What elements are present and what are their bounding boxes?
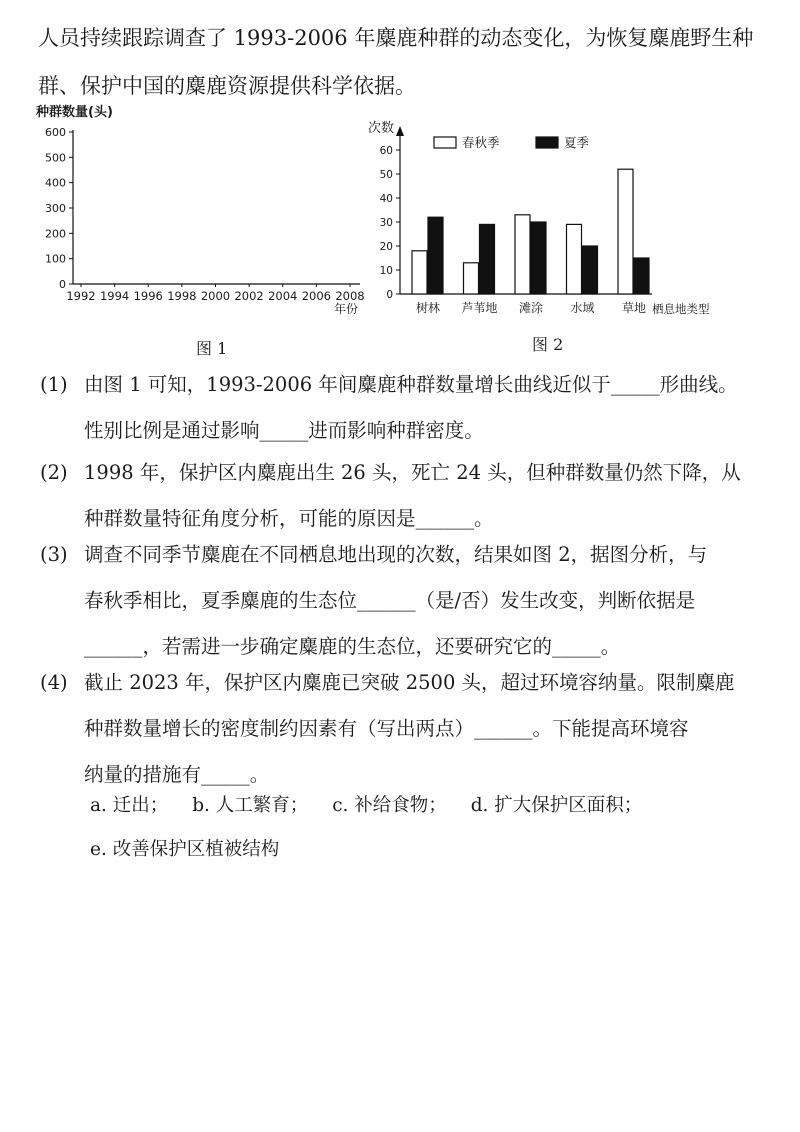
options-row-1 — [90, 784, 660, 828]
question-2-line-1: 1998 年，保护区内麋鹿出生 26 头，死亡 24 头，但种群数量仍然下降，从 — [84, 461, 741, 484]
fig2-bar-summer — [480, 224, 495, 294]
fig2-ytick-label: 20 — [379, 241, 393, 253]
fig2-ytick-label: 0 — [386, 289, 393, 301]
fig2-bar-summer — [634, 258, 649, 294]
question-4-line-2: 种群数量增长的密度制约因素有（写出两点）______。下能提高环境容 — [84, 717, 689, 740]
fig2-ytick-label: 40 — [379, 193, 393, 205]
fig2-bar-spring-autumn — [567, 224, 582, 294]
fig2-bar-spring-autumn — [515, 215, 530, 294]
question-4 — [40, 660, 770, 798]
answer-options — [90, 784, 660, 872]
question-3-line-3: ______，若需进一步确定麋鹿的生态位，还要研究它的_____。 — [84, 635, 621, 658]
option-d: d. 扩大保护区面积； — [470, 795, 643, 816]
question-2-number: (2) — [40, 461, 68, 484]
fig1-xtick-label: 2006 — [301, 289, 332, 303]
question-2-line-2: 种群数量特征角度分析，可能的原因是______。 — [84, 507, 494, 530]
fig2-legend-label: 夏季 — [564, 135, 590, 150]
question-3 — [40, 532, 770, 670]
fig1-xtick-label: 1994 — [99, 289, 130, 303]
fig2-bar-spring-autumn — [464, 263, 479, 294]
options-row-2 — [90, 828, 660, 872]
fig1-ylabel: 种群数量(头) — [36, 105, 113, 120]
intro-paragraph — [38, 14, 778, 110]
fig2-ytick-label: 10 — [379, 265, 393, 277]
intro-line-2: 群、保护中国的麋鹿资源提供科学依据。 — [38, 74, 416, 98]
fig2-category-label: 树林 — [415, 301, 441, 315]
figure-2-caption: 图 2 — [532, 335, 564, 354]
fig2-y-axis-arrow — [396, 126, 404, 136]
fig2-legend-swatch — [536, 137, 558, 148]
fig2-bar-summer — [583, 246, 598, 294]
fig2-ytick-label: 30 — [379, 217, 393, 229]
fig1-ytick-label: 0 — [59, 278, 66, 291]
fig2-ylabel: 次数 — [368, 121, 395, 136]
fig1-ytick-label: 600 — [45, 126, 66, 139]
question-1-line-1: 由图 1 可知，1993-2006 年间麋鹿种群数量增长曲线近似于_____形曲线。 — [84, 373, 738, 396]
fig1-xtick-label: 2002 — [234, 289, 264, 303]
fig2-xlabel: 栖息地类型 — [652, 302, 710, 316]
option-e: e. 改善保护区植被结构 — [90, 839, 280, 860]
fig2-legend-label: 春秋季 — [462, 135, 500, 150]
question-4-line-1: 截止 2023 年，保护区内麋鹿已突破 2500 头，超过环境容纳量。限制麋鹿 — [84, 671, 735, 694]
fig2-category-label: 滩涂 — [518, 301, 544, 315]
fig2-category-label: 水域 — [570, 301, 595, 315]
fig1-xtick-label: 2008 — [335, 289, 365, 303]
figure-2-chart — [362, 112, 762, 327]
option-a: a. 迁出； — [90, 795, 169, 816]
figure-1-chart — [30, 100, 370, 325]
fig1-xtick-label: 1992 — [66, 289, 96, 303]
option-b: b. 人工繁育； — [192, 795, 309, 816]
fig2-bar-summer — [531, 222, 546, 294]
fig1-xlabel: 年份 — [334, 302, 359, 316]
fig2-bar-spring-autumn — [412, 251, 427, 294]
option-c: c. 补给食物； — [332, 795, 447, 816]
fig1-xtick-label: 1998 — [167, 289, 197, 303]
fig2-category-label: 芦苇地 — [461, 301, 498, 315]
fig1-xtick-label: 1996 — [133, 289, 163, 303]
fig2-category-label: 草地 — [621, 301, 647, 315]
fig2-legend-swatch — [434, 137, 456, 148]
question-1 — [40, 362, 770, 454]
fig2-bar-summer — [428, 217, 443, 294]
fig1-xtick-label: 2000 — [200, 289, 231, 303]
question-4-line-3: 纳量的措施有_____。 — [84, 763, 270, 786]
question-3-line-2: 春秋季相比，夏季麋鹿的生态位______（是/否）发生改变，判断依据是 — [84, 589, 696, 612]
question-3-number: (3) — [40, 543, 68, 566]
fig1-ytick-label: 400 — [45, 176, 66, 190]
figure-1-caption: 图 1 — [196, 339, 228, 358]
fig1-ytick-label: 100 — [45, 252, 66, 266]
fig2-ytick-label: 50 — [379, 169, 393, 181]
question-4-number: (4) — [40, 671, 68, 694]
fig1-ytick-label: 500 — [45, 151, 66, 165]
intro-line-1: 人员持续跟踪调查了 1993-2006 年麋鹿种群的动态变化，为恢复麋鹿野生种 — [38, 26, 754, 50]
question-3-line-1: 调查不同季节麋鹿在不同栖息地出现的次数，结果如图 2，据图分析，与 — [84, 543, 708, 566]
fig1-ytick-label: 300 — [45, 202, 66, 215]
fig1-ytick-label: 200 — [45, 227, 66, 241]
question-2 — [40, 450, 770, 542]
fig2-bar-spring-autumn — [618, 169, 633, 294]
question-1-line-2: 性别比例是通过影响_____进而影响种群密度。 — [84, 419, 484, 442]
fig1-xtick-label: 2004 — [268, 289, 298, 303]
fig2-ytick-label: 60 — [379, 145, 393, 157]
question-1-number: (1) — [40, 373, 68, 396]
